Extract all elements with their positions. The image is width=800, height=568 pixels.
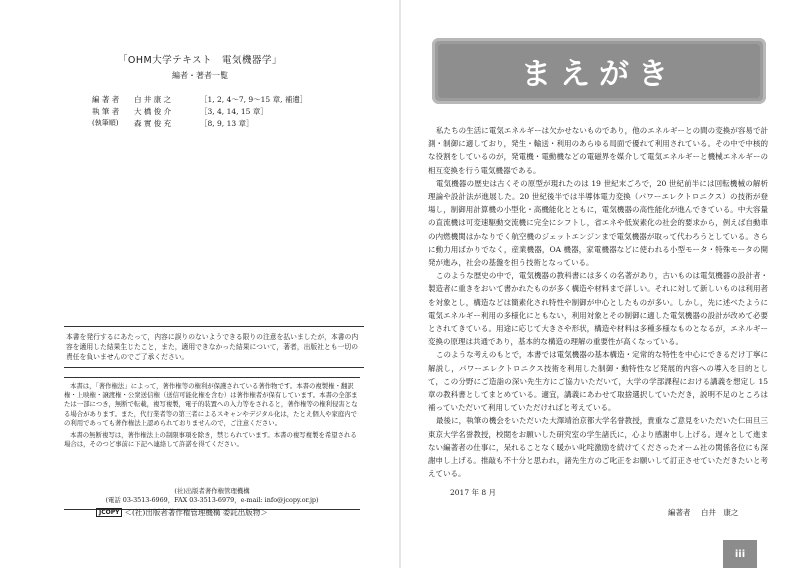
author-order-note: (執筆順): [92, 119, 119, 127]
disclaimer-notice: 本書を発行するにあたって，内容に誤りのないようできる限りの注意を払いましたが，本書の内容を適用した結果生じたこと，また，適用できなかった結果について，著者，出版社とも一切の責任を負いませんのでご了承ください。: [64, 326, 364, 368]
chapter-header-banner: [432, 38, 766, 104]
page-number-tab: iii: [723, 540, 757, 568]
author-chapters: ［3, 4, 14, 15 章］: [200, 107, 268, 116]
author-row: [92, 106, 307, 118]
jcopy-line: [96, 507, 268, 518]
author-chapters: ［8, 9, 13 章］: [200, 119, 254, 128]
signature-role: 編著者: [668, 508, 691, 517]
preface-signature: [668, 507, 738, 518]
publisher-name: (社)出版者著作権管理機構: [174, 487, 250, 495]
author-row: [92, 118, 307, 130]
book-subtitle: 編者・著者一覧: [172, 71, 228, 80]
author-role: 執 筆 者: [92, 107, 120, 116]
jcopy-logo: JCOPY: [96, 508, 122, 517]
author-chapters: ［1, 2, 4～7, 9～15 章, 補遺］: [200, 95, 308, 104]
copyright-paragraph: 本書は，「著作権法」によって，著作権等の権利が保護されている著作物です。本書の複製権・翻訳権・上映権・譲渡権・公衆送信権（送信可能化権を含む）は著作権者が保有しています。本書の全部または一部につき，無断で転載，複写複製，電子的装置への入力等をされると，著作権等の権利侵害となる場合があります。また，代行業者等の第三者によるスキャンやデジタル化は，たとえ個人や家庭内での利用であっても著作権法上認められておりませんので，ご注意ください。: [64, 382, 358, 427]
body-paragraph: 最後に，執筆の機会をいただいた大澤靖治京都大学名誉教授，貴重なご意見をいただいた仁田旦三東京大学名誉教授，校閲をお願いした研究室の学生諸氏に，心より感謝申し上げる。遅々として進まない編著者の仕事に，呆れることなく暖かい叱咤激励を続けてくださったオーム社の関係各位にも深謝申し上げる。推敲も不十分と思われ，諸先生方のご叱正をお願いして訂正させていただきたいと考えている。: [428, 416, 768, 479]
author-role: 編 著 者: [92, 95, 120, 104]
author-name: 森 實 俊 充: [134, 119, 172, 128]
author-name: 白 井 康 之: [134, 95, 172, 104]
author-name: 大 橋 俊 介: [134, 107, 172, 116]
copyright-paragraph: 本書の無断複写は，著作権法上の制限事項を除き，禁じられています。本書の複写複製を希望される場合は，そのつど事前に下記へ連絡して許諾を得てください。: [64, 431, 357, 449]
jcopy-text: ＜(社)出版者著作権管理機構 委託出版物＞: [124, 508, 268, 517]
book-gutter: [399, 0, 401, 568]
body-paragraph: このような歴史の中で，電気機器の教科書には多くの名著があり，古いものは電気機器の設計者・製造者に重きをおいて書かれたものが多く構造や材料まで詳しい。それに対して新しいものは利用者を対象とし，構造などは簡素化され特性や制御が中心としたものが多い。しかし，先に述べたように電気エネルギー利用の多様化にともない，利用対象とその制御に適した電気機器の設計が改めて必要とされてきている。用途に応じて大きさや形状，構造や材料は多種多様なものとなるが，エネルギー変換の原理は共通であり，基本的な構造の理解の重要性が高くなっている。: [428, 271, 768, 347]
chapter-title: まえがき: [521, 57, 677, 92]
author-list: [92, 94, 307, 130]
author-row: [92, 94, 307, 106]
publisher-contact: (電話 03-3513-6969，FAX 03-3513-6979，e-mail: info@jcopy.or.jp): [105, 496, 319, 504]
body-paragraph: このような考えのもとで，本書では電気機器の基本構造・定常的な特性を中心にできるだけ丁寧に解説し，パワーエレクトロニクス技術を利用した制御・動特性など発展的内容への導入を目的として，この分野にご造詣の深い先生方にご協力いただいて，大学の学部課程における講義を想定し 15 章の教科書としてまとめている。適宜，講義にあわせて取捨選択していただき，説明不足のところは補っていただいて利用していただければと考えている。: [428, 350, 768, 413]
preface-date: 2017 年 8 月: [450, 488, 497, 497]
body-paragraph: 電気機器の歴史は古くその原型が現れたのは 19 世紀末ごろで，20 世紀前半には回転機械の解析理論や設計法が進展した。20 世紀後半では半導体電力変換（パワーエレクトロニクス）の技術が登場し，制御用計算機の小型化・高機能化とともに，電気機器の高性能化が進んできている。中大容量の直流機は可変速駆動交流機に完全にシフトし，省エネや低炭素化の社会的要求から，例えば自動車の内燃機関はかなりでく航空機のジェットエンジンまで電気機器が取って代わろうとしている。さらに動力用ばかりでなく，産業機器，OA 機器，家電機器などに使われる小型モータ・特殊モータの開発が進み，社会の基盤を担う技術となっている。: [428, 178, 768, 268]
copyright-notice: [64, 377, 360, 452]
preface-body: [428, 124, 768, 480]
book-title: 「OHM大学テキスト 電気機器学」: [117, 55, 283, 66]
signature-name: 白井 康之: [700, 508, 739, 517]
body-paragraph: 私たちの生活に電気エネルギーは欠かせないものであり，他のエネルギーとの間の変換が容易で計測・制御に適しており，発生・輸送・利用のあらゆる局面で優れて利用されている。その中で中核的な役割をしているのが，発電機・電動機などの電磁界を媒介して電気エネルギーと機械エネルギーの相互変換を行う電気機器である。: [428, 126, 768, 175]
